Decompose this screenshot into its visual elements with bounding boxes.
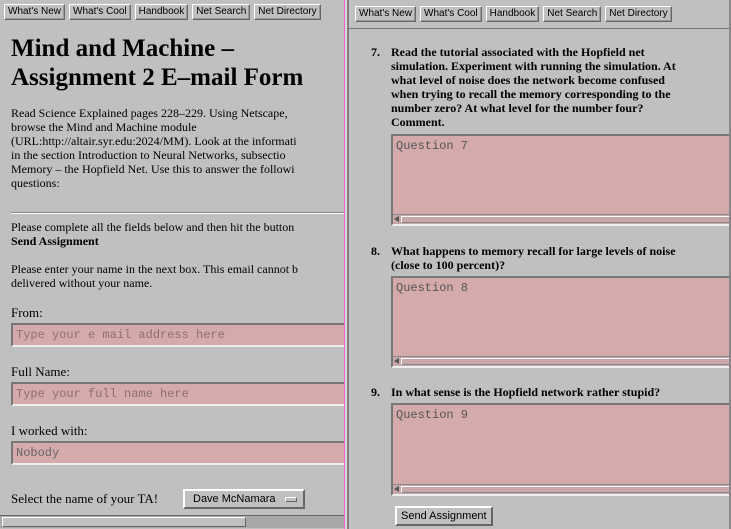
full-name-field[interactable]: Type your full name here xyxy=(11,382,344,406)
answer-8-textarea[interactable] xyxy=(391,276,731,368)
question-line: (close to 100 percent)? xyxy=(391,258,506,272)
page-title-line-1: Mind and Machine – xyxy=(11,35,234,62)
answer-text: Question 8 xyxy=(396,281,469,295)
scroll-left-arrow-icon[interactable] xyxy=(394,216,399,222)
question-text xyxy=(391,45,731,129)
name-note xyxy=(11,262,344,290)
textarea-scrollbar[interactable] xyxy=(393,214,731,224)
right-directory-toolbar xyxy=(355,6,672,22)
intro-line: Read Science Explained pages 228–229. Using Netscape, xyxy=(11,106,288,120)
option-menu-indicator-icon xyxy=(285,497,297,502)
horizontal-scrollbar[interactable] xyxy=(0,515,344,528)
scroll-left-arrow-icon[interactable] xyxy=(394,358,399,364)
intro-line: in the section Introduction to Neural Networks, subsectio xyxy=(11,148,286,162)
answer-7-textarea[interactable] xyxy=(391,134,731,226)
question-line: Comment. xyxy=(391,115,445,129)
instructions-line: Please complete all the fields below and then hit the button xyxy=(11,220,295,234)
worked-with-label: I worked with: xyxy=(11,423,88,438)
question-number: 9. xyxy=(371,385,380,399)
whats-cool-button[interactable]: What's Cool xyxy=(420,6,482,22)
question-line: simulation. Experiment with running the simulation. At xyxy=(391,59,676,73)
worked-with-field[interactable]: Nobody xyxy=(11,441,344,465)
net-directory-button[interactable]: Net Directory xyxy=(605,6,671,22)
question-line: number zero? At what level for the number four? xyxy=(391,101,644,115)
net-directory-button[interactable]: Net Directory xyxy=(254,4,320,20)
whats-new-button[interactable]: What's New xyxy=(355,6,416,22)
intro-line: (URL:http://altair.syr.edu:2024/MM). Look at the informati xyxy=(11,134,297,148)
whats-cool-button[interactable]: What's Cool xyxy=(69,4,131,20)
question-8 xyxy=(371,244,731,272)
left-frame xyxy=(0,0,344,529)
handbook-button[interactable]: Handbook xyxy=(135,4,189,20)
instructions xyxy=(11,220,344,248)
answer-9-textarea[interactable] xyxy=(391,403,731,496)
question-line: Read the tutorial associated with the Hopfield net xyxy=(391,45,645,59)
right-frame xyxy=(347,0,731,529)
full-name-label: Full Name: xyxy=(11,364,70,379)
scrollbar-thumb[interactable] xyxy=(401,216,730,223)
name-note-line: Please enter your name in the next box. This email cannot b xyxy=(11,262,299,276)
send-assignment-button[interactable]: Send Assignment xyxy=(395,506,493,526)
left-directory-toolbar xyxy=(4,4,321,20)
net-search-button[interactable]: Net Search xyxy=(192,4,250,20)
intro-line: Memory – the Hopfield Net. Use this to answer the followi xyxy=(11,162,295,176)
question-text xyxy=(391,244,731,272)
handbook-button[interactable]: Handbook xyxy=(486,6,540,22)
question-number: 7. xyxy=(371,45,380,59)
toolbar-separator xyxy=(349,28,731,29)
ta-label: Select the name of your TA! xyxy=(11,491,159,506)
question-line: What happens to memory recall for large levels of noise xyxy=(391,244,676,258)
whats-new-button[interactable]: What's New xyxy=(4,4,65,20)
answer-text: Question 7 xyxy=(396,139,469,153)
textarea-scrollbar[interactable] xyxy=(393,356,731,366)
instructions-line: Send Assignment xyxy=(11,234,99,248)
scrollbar-thumb[interactable] xyxy=(401,358,730,365)
ta-selected-value: Dave McNamara xyxy=(193,493,276,505)
question-line: when trying to recall the memory corresponding to the xyxy=(391,87,671,101)
intro-line: questions: xyxy=(11,176,60,190)
intro-paragraph xyxy=(11,106,344,190)
textarea-scrollbar[interactable] xyxy=(393,484,731,494)
question-number: 8. xyxy=(371,244,380,258)
page-title-line-2: Assignment 2 E–mail Form xyxy=(11,64,304,91)
ta-select[interactable] xyxy=(183,489,305,509)
name-note-line: delivered without your name. xyxy=(11,276,153,290)
question-7 xyxy=(371,45,731,129)
scroll-left-arrow-icon[interactable] xyxy=(394,486,399,492)
page-title xyxy=(11,34,344,92)
scrollbar-thumb[interactable] xyxy=(401,486,730,493)
question-line: what level of noise does the network become confused xyxy=(391,73,665,87)
question-9 xyxy=(371,385,731,399)
intro-line: browse the Mind and Machine module xyxy=(11,120,197,134)
question-line: In what sense is the Hopfield network rather stupid? xyxy=(391,385,661,399)
divider-line xyxy=(11,212,344,214)
email-field[interactable]: Type your e mail address here xyxy=(11,323,344,347)
answer-text: Question 9 xyxy=(396,408,469,422)
from-label: From: xyxy=(11,305,43,320)
question-text xyxy=(391,385,731,399)
scrollbar-thumb[interactable] xyxy=(2,517,246,527)
net-search-button[interactable]: Net Search xyxy=(543,6,601,22)
